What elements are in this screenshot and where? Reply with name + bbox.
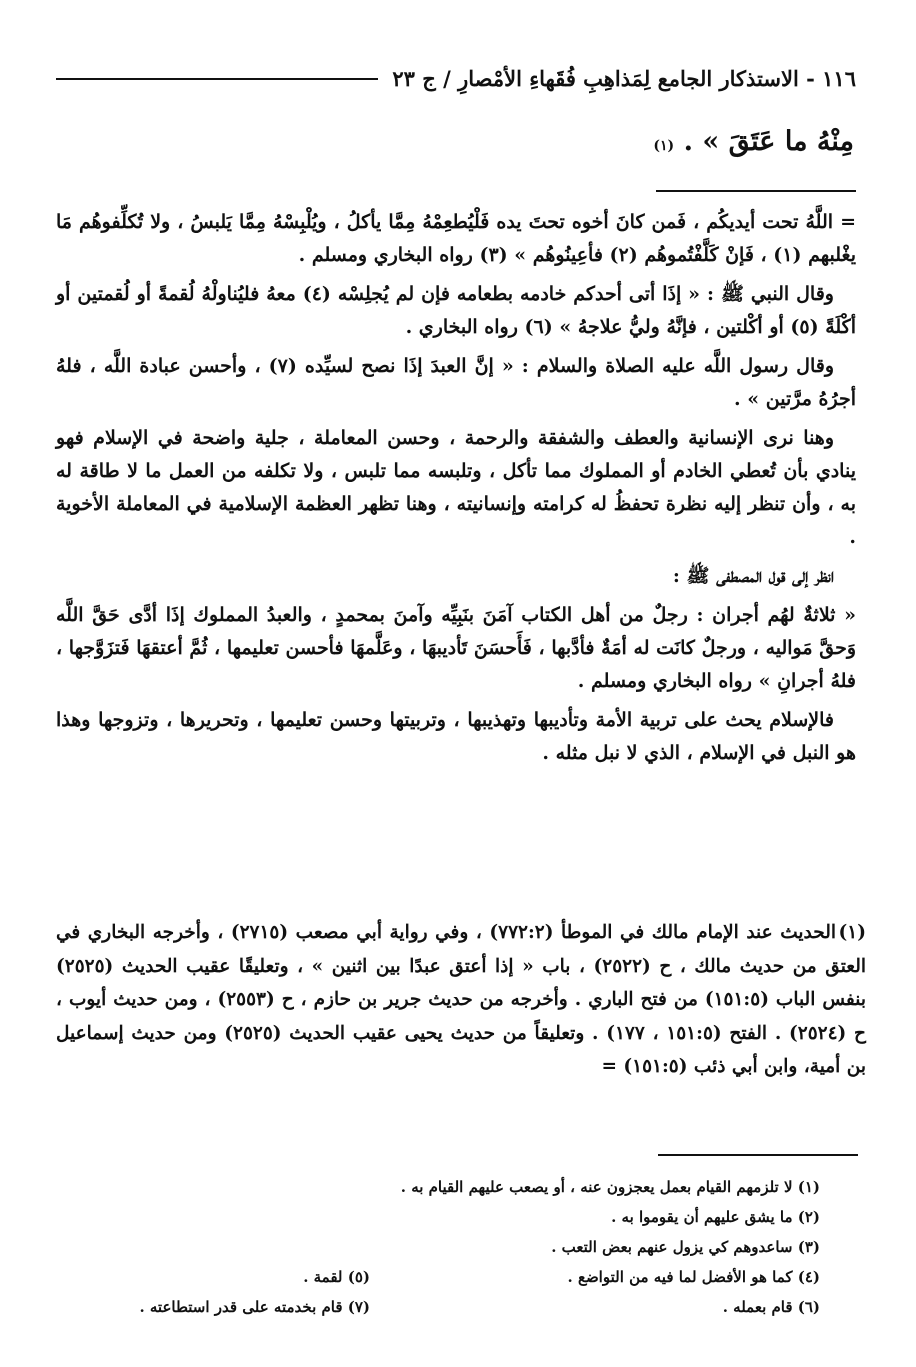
paragraph-3: وقال رسول اللَّه عليه الصلاة والسلام : « إنَّ العبدَ إذَا نصح لسيِّده (٧) ، وأحسن عبادة اللَّه ، فلهُ أجرُهُ مرَّتين » . [56,355,856,410]
body-text [56,206,856,776]
paragraph-2: وقال النبي ﷺ : « إذَا أتى أحدكم خادمه بطعامه فإن لم يُجلِسْه (٤) معهُ فليُناولْهُ لُقمةً أو لُقمتين أو أكْلَةً (٥) أو أكْلتين ، فإنَّهُ وليُّ علاجهُ » (٦) رواه البخاري . [56,283,856,338]
glossary-row [60,1292,820,1322]
footnote-1-number: (١) [838,922,866,943]
footnote-1 [56,916,866,1084]
glossary-notes [60,1172,820,1322]
lead-footnote-ref: (١) [653,138,675,154]
paragraph-6: « ثلاثةٌ لهُم أجران : رجلٌ من أهل الكتاب آمَنَ بنَبِيِّه وآمنَ بمحمدٍ ، والعبدُ المملوك إذَا أدَّى حَقَّ اللَّه وَحقَّ مَواليه ، ورجلٌ كانَت له أمَةٌ فأدَّبها ، فَأَحسَنَ تَأديبهَا ، وعَلَّمهَا فأحسن تعليمها ، ثُمَّ أعتقهَا فَتزَوَّجها ، فلهُ أجرانِ » رواه البخاري ومسلم . [56,604,856,692]
paragraph-1: = اللَّهُ تحت أيديكُم ، فَمن كانَ أخوه تحتَ يده فَلْيُطعِمْهُ مِمَّا يأكلُ ، ويُلْبِسْهُ مِمَّا يَلبسُ ، ولا تُكلِّفوهُم مَا يغْلبهم (١) ، فَإنْ كَلَّفْتُموهُم (٢) فأعِينُوهُم » (٣) رواه البخاري ومسلم . [56,211,856,266]
glossary-row [60,1172,820,1202]
glossary-row [60,1202,820,1232]
glossary-separator [658,1154,858,1156]
glossary-item-1: (١) لا تلزمهم القيام بعمل يعجزون عنه ، أو يصعب عليهم القيام به . [400,1178,820,1196]
paragraph-4: وهنا نرى الإنسانية والعطف والشفقة والرحمة ، وحسن المعاملة ، جلية واضحة في الإسلام فهو ينادي بأن تُعطي الخادم أو المملوك مما تأكل ، وتلبسه مما تلبس ، ولا تكلفه من العمل ما لا طاقة له به ، وأن تنظر إليه نظرة تحفظُ له كرامته وإنسانيته ، وهنا تظهر العظمة الإسلامية في المعاملة الأخوية . [56,427,856,548]
glossary-row [60,1232,820,1262]
glossary-item-4: (٤) كما هو الأفضل لما فيه من التواضع . [567,1268,820,1286]
lead-text: مِنْهُ ما عَتَقَ » . [674,126,854,157]
glossary-item-3: (٣) ساعدوهم كي يزول عنهم بعض التعب . [551,1238,820,1256]
lead-line [154,126,854,157]
glossary-row [60,1262,820,1292]
running-header [56,62,856,94]
glossary-item-7: (٧) قام بخدمته على قدر استطاعته . [139,1298,370,1316]
header-title: ١١٦ - الاستذكار الجامع لِمَذاهِبِ فُقَهاءِ الأمْصارِ / ج ٢٣ [392,65,856,91]
glossary-item-2: (٢) ما يشق عليهم أن يقوموا به . [611,1208,820,1226]
paragraph-7: فالإسلام يحث على تربية الأمة وتأديبها وتهذيبها ، وتربيتها وحسن تعليمها ، وتحريرها ، وتزوجها وهذا هو النبل في الإسلام ، الذي لا نبل مثله . [56,709,856,764]
header-rule [56,78,378,80]
paragraph-5: انظر إلى قول المصطفى ﷺ : [672,565,834,587]
footnote-1-text: الحديث عند الإمام مالك في الموطأ (٧٧٢:٢) ، وفي رواية أبي مصعب (٢٧١٥) ، وأخرجه البخاري في العتق من حديث مالك ، ح (٢٥٢٢) ، باب « إذا أعتق عبدًا بين اثنين » ، وتعليقًا عقيب الحديث (٢٥٢٥) بنفس الباب (١٥١:٥) من فتح الباري . وأخرجه من حديث جرير بن حازم ، ح (٢٥٥٣) ، ومن حديث أيوب ، ح (٢٥٢٤) . الفتح (١٥١:٥ ، ١٧٧) . وتعليقاً من حديث يحيى عقيب الحديث (٢٥٢٥) ومن حديث إسماعيل بن أمية، وابن أبي ذئب (١٥١:٥) = [56,922,867,1077]
footnote-separator [656,190,856,192]
glossary-item-6: (٦) قام بعمله . [722,1298,820,1316]
glossary-item-5: (٥) لقمة . [303,1268,370,1286]
